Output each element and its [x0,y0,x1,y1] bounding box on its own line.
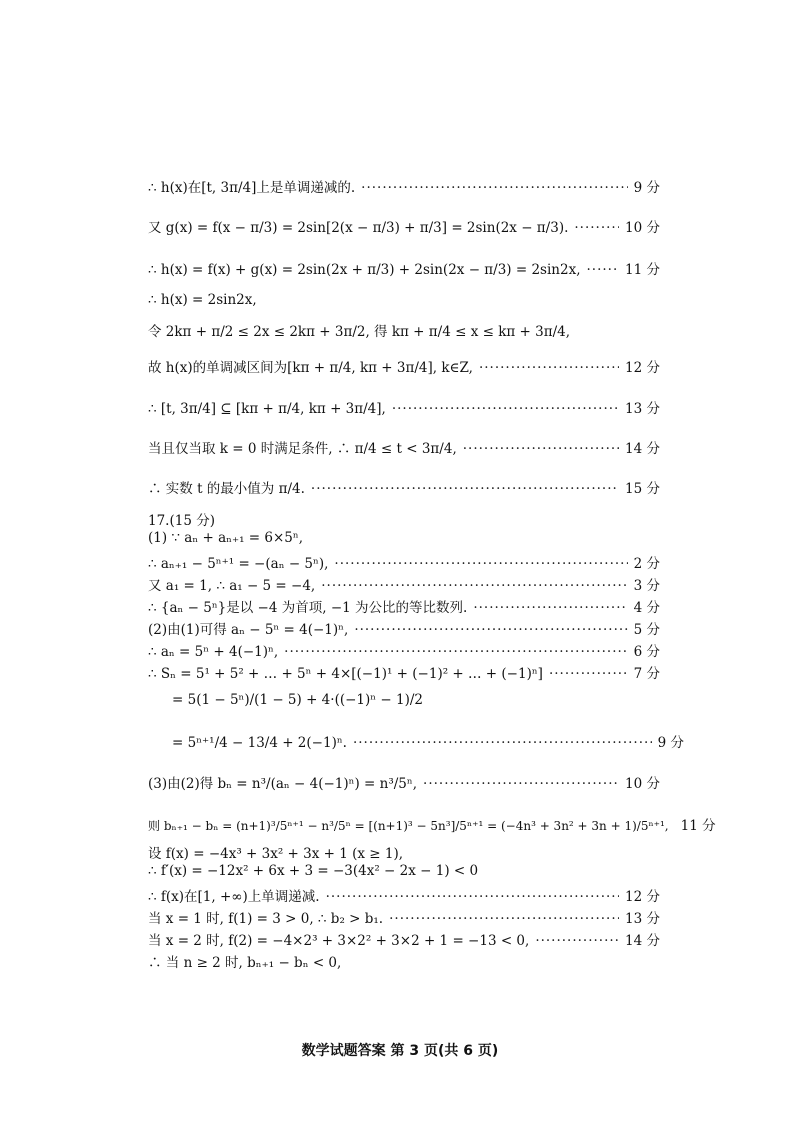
line-expression: (3)由(2)得 bₙ = n³/(aₙ − 4(−1)ⁿ) = n³/5ⁿ, [148,776,418,792]
line-expression: ∴ h(x) = 2sin2x, [148,292,257,308]
line-expression: ∴ h(x)在[t, 3π/4]上是单调递减的. [148,180,356,196]
line-score: 12 分 [625,360,660,376]
line-expression: 17.(15 分) [148,513,215,529]
line-score: 13 分 [625,401,660,417]
line-score: 14 分 [625,441,660,457]
solution-line [148,814,716,834]
leader-dots [463,441,619,457]
line-expression: = 5(1 − 5ⁿ)/(1 − 5) + 4·((−1)ⁿ − 1)/2 [172,692,423,708]
solution-line [148,662,660,682]
leader-dots [284,644,627,660]
solution-line [148,397,660,417]
solution-line [148,477,660,497]
line-score: 9 分 [657,735,684,751]
solution-line [148,356,660,376]
leader-dots [549,666,628,682]
solution-line [148,731,684,751]
line-score: 12 分 [625,889,660,905]
solution-line [148,530,660,546]
line-expression: 当 x = 1 时, f(1) = 3 > 0, ∴ b₂ > b₁. [148,911,384,927]
solution-line [148,951,660,971]
leader-dots [392,401,619,417]
line-score: 9 分 [633,180,660,196]
line-score: 3 分 [633,578,660,594]
solution-line [148,772,660,792]
line-expression: 故 h(x)的单调减区间为[kπ + π/4, kπ + 3π/4], k∈Z, [148,360,473,376]
leader-dots [326,889,619,905]
solution-line [148,842,660,862]
solution-line [148,292,660,308]
line-score: 15 分 [625,481,660,497]
line-expression: (1) ∵ aₙ + aₙ₊₁ = 6×5ⁿ, [148,530,304,546]
line-score: 2 分 [633,556,660,572]
line-expression: 当且仅当取 k = 0 时满足条件, ∴ π/4 ≤ t < 3π/4, [148,441,457,457]
leader-dots [535,933,619,949]
line-score: 6 分 [633,644,660,660]
line-expression: ∴ Sₙ = 5¹ + 5² + … + 5ⁿ + 4×[(−1)¹ + (−1)² + … + (−1)ⁿ] [148,666,543,682]
solution-line [148,258,660,278]
line-score: 10 分 [625,776,660,792]
leader-dots [353,735,652,751]
solution-line [148,216,660,236]
line-score: 11 分 [625,262,660,278]
line-score: 14 分 [625,933,660,949]
line-score: 5 分 [633,622,660,638]
line-expression: ∴ 实数 t 的最小值为 π/4. [148,481,305,497]
line-expression: ∴ aₙ₊₁ − 5ⁿ⁺¹ = −(aₙ − 5ⁿ), [148,556,329,572]
solution-line [148,863,660,879]
line-expression: 当 x = 2 时, f(2) = −4×2³ + 3×2² + 3×2 + 1 = −13 < 0, [148,933,530,949]
solution-line [148,618,660,638]
solution-line [148,320,660,340]
line-expression: (2)由(1)可得 aₙ − 5ⁿ = 4(−1)ⁿ, [148,622,349,638]
leader-dots [361,180,627,196]
line-expression: ∴ aₙ = 5ⁿ + 4(−1)ⁿ, [148,644,279,660]
solution-line [148,640,660,660]
line-score: 11 分 [680,818,716,834]
line-expression: ∴ {aₙ − 5ⁿ}是以 −4 为首项, −1 为公比的等比数列. [148,600,468,616]
line-expression: ∴ h(x) = f(x) + g(x) = 2sin(2x + π/3) + 2sin(2x − π/3) = 2sin2x, [148,262,581,278]
page-footer: 数学试题答案 第 3 页(共 6 页) [301,1043,499,1059]
leader-dots [587,262,620,278]
solution-line [148,574,660,594]
line-expression: 令 2kπ + π/2 ≤ 2x ≤ 2kπ + 3π/2, 得 kπ + π/4 ≤ x ≤ kπ + 3π/4, [148,324,571,340]
line-expression: ∴ 当 n ≥ 2 时, bₙ₊₁ − bₙ < 0, [148,955,342,971]
problem-heading [148,509,660,529]
solution-line [148,885,660,905]
solution-line [148,176,660,196]
leader-dots [473,600,627,616]
solution-line [148,437,660,457]
leader-dots [354,622,627,638]
line-expression: 则 bₙ₊₁ − bₙ = (n+1)³/5ⁿ⁺¹ − n³/5ⁿ = [(n+1)³ − 5n³]/5ⁿ⁺¹ = (−4n³ + 3n² + 3n + 1)/5ⁿ⁺¹, [148,819,669,833]
line-score: 4 分 [633,600,660,616]
line-expression: 又 a₁ = 1, ∴ a₁ − 5 = −4, [148,578,316,594]
line-expression: ∴ [t, 3π/4] ⊆ [kπ + π/4, kπ + 3π/4], [148,401,386,417]
line-expression: ∴ f(x)在[1, +∞)上单调递减. [148,889,320,905]
line-expression: ∴ f′(x) = −12x² + 6x + 3 = −3(4x² − 2x − 1) < 0 [148,863,479,879]
solution-line [148,692,684,708]
leader-dots [311,481,619,497]
solution-line [148,929,660,949]
line-expression: = 5ⁿ⁺¹/4 − 13/4 + 2(−1)ⁿ. [172,735,347,751]
leader-dots [574,220,619,236]
solution-line [148,552,660,572]
leader-dots [334,556,627,572]
leader-dots [389,911,619,927]
line-score: 10 分 [625,220,660,236]
leader-dots [479,360,619,376]
line-expression: 设 f(x) = −4x³ + 3x² + 3x + 1 (x ≥ 1), [148,846,404,862]
line-score: 7 分 [633,666,660,682]
solution-line [148,596,660,616]
solution-line [148,907,660,927]
line-score: 13 分 [625,911,660,927]
line-expression: 又 g(x) = f(x − π/3) = 2sin[2(x − π/3) + π/3] = 2sin(2x − π/3). [148,220,569,236]
leader-dots [423,776,619,792]
leader-dots [321,578,627,594]
